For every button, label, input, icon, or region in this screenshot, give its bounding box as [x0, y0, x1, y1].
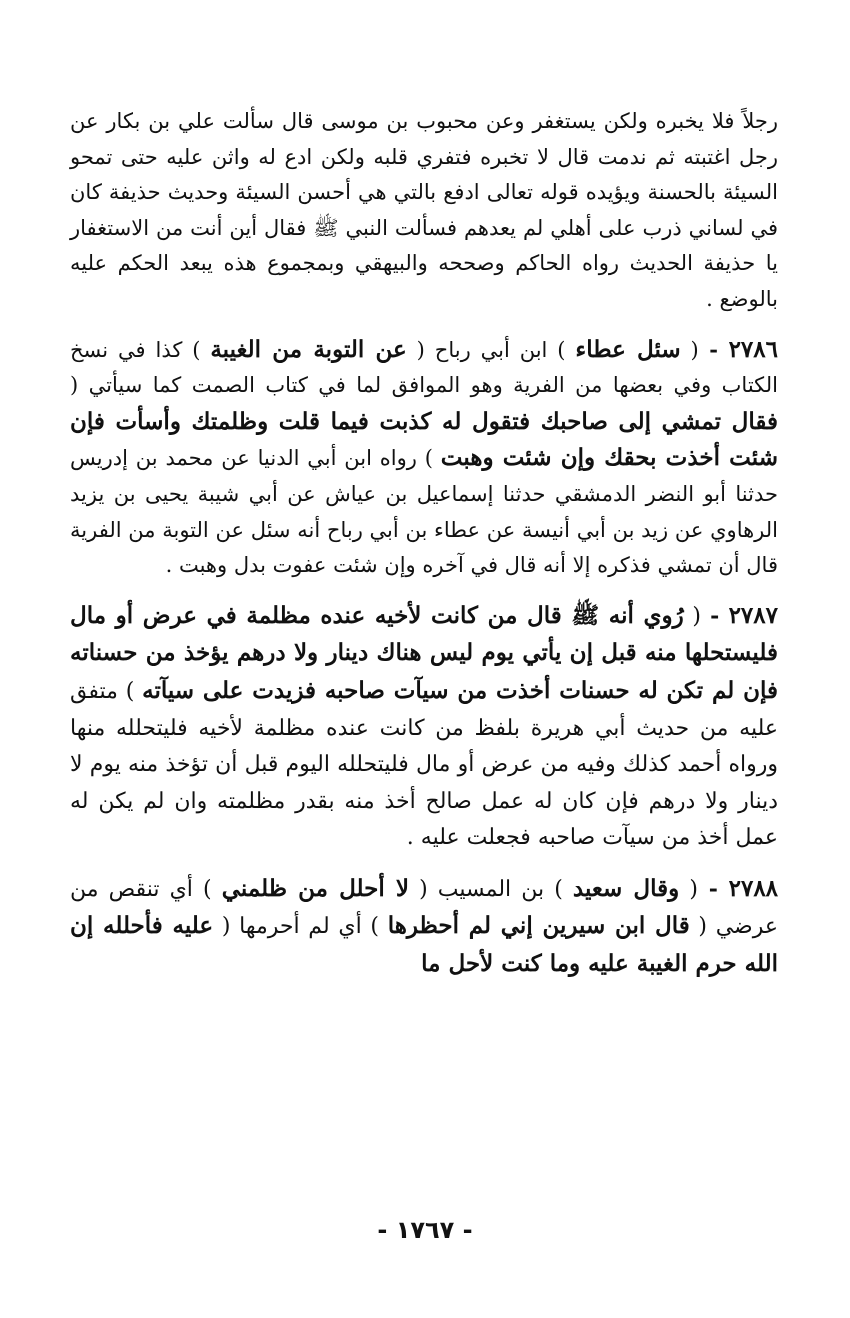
bold-text-run: قال ابن سيرين إني لم أحظرها — [387, 912, 690, 940]
entry-2786 — [70, 332, 778, 584]
entry-2787 — [70, 598, 778, 857]
entry-text — [70, 601, 778, 851]
text-run: ) أي تنقص من عرضي ( — [70, 876, 779, 940]
bold-text-run: رُوي أنه ﷺ قال من كانت لأخيه عنده مظلمة في عرض أو مال فليستحلها منه قبل إن يأتي يوم ليس هناك دينار ولا درهم يؤخذ من حسناته فإن لم تكن له حسنات أخذت من سيآت صاحبه فزيدت على سيآته — [70, 601, 778, 704]
entry-text — [70, 874, 779, 978]
entry-2788 — [70, 871, 778, 984]
entry-text — [70, 335, 778, 578]
bold-text-run: عليه فأحلله إن الله حرم الغيبة عليه وما كنت لأحل ما — [70, 912, 778, 978]
bold-text-run: عن التوبة من الغيبة — [210, 335, 407, 363]
page-body — [70, 104, 778, 984]
text-run: ) رواه ابن أبي الدنيا عن محمد بن إدريس حدثنا أبو النضر الدمشقي حدثنا إسماعيل بن عياش عن أبي شيبة يحيى بن يزيد الرهاوي عن زيد بن أبي أنيسة عن عطاء بن أبي رباح أنه سئل عن التوبة من الفرية قال أن تمشي فذكره إلا أنه قال في آخره وإن شئت عفوت بدل وهبت . — [70, 446, 778, 578]
text-run: ) متفق عليه من حديث أبي هريرة بلفظ من كانت عنده مظلمة لأخيه فليتحلله منها ورواه أحمد كذلك وفيه من عرض أو مال فليتحلله اليوم قبل أن تؤخذ منه يوم لا دينار ولا درهم فإن كان له عمل صالح أخذ منه بقدر مظلمته وان لم يكن له عمل أخذ من سيآت صاحبه فجعلت عليه . — [70, 678, 778, 851]
text-run: ) ابن أبي رباح ( — [406, 337, 576, 362]
entry-separator: - — [700, 602, 729, 629]
text-run: ) أي لم أحرمها ( — [213, 914, 388, 940]
entry-number: ٢٧٨٧ — [728, 601, 778, 629]
text-run: ) بن المسيب ( — [408, 876, 573, 902]
text-run: ( — [683, 603, 701, 629]
intro-paragraph: رجلاً فلا يخبره ولكن يستغفر وعن محبوب بن موسى قال سألت علي بن بكار عن رجل اغتبته ثم ندمت قال لا تخبره فتفري قلبه ولكن ادع له واثن عليه حتى تمحو السيئة بالحسنة ويؤيده قوله تعالى ادفع بالتي هي أحسن السيئة وحديث حذيفة كان في لساني ذرب على أهلي لم يعدهم فسألت النبي ﷺ فقال أين أنت من الاستغفار يا حذيفة الحديث رواه الحاكم وصححه والبيهقي وبمجموع هذه يبعد الحكم عليه بالوضع . — [70, 109, 778, 311]
bold-text-run: سئل عطاء — [575, 335, 681, 363]
bold-text-run: وقال سعيد — [572, 874, 680, 902]
text-run: ( — [680, 337, 699, 362]
entry-number: ٢٧٨٨ — [728, 874, 779, 902]
entry-separator: - — [698, 336, 729, 362]
entry-number: ٢٧٨٦ — [728, 335, 778, 363]
page-number: - ١٧٦٧ - — [377, 1216, 473, 1244]
bold-text-run: لا أحلل من ظلمني — [221, 874, 409, 902]
entry-separator: - — [697, 875, 729, 902]
bold-text-run: فقال تمشي إلى صاحبك فتقول له كذبت فيما قلت وظلمتك وأسأت فإن شئت أخذت بحقك وإن شئت وهبت — [70, 407, 778, 472]
text-run: ( — [679, 876, 698, 902]
text-run: ) كذا في نسخ الكتاب وفي بعضها من الفرية وهو الموافق لما في كتاب الصمت كما سيأتي ( — [70, 337, 778, 398]
